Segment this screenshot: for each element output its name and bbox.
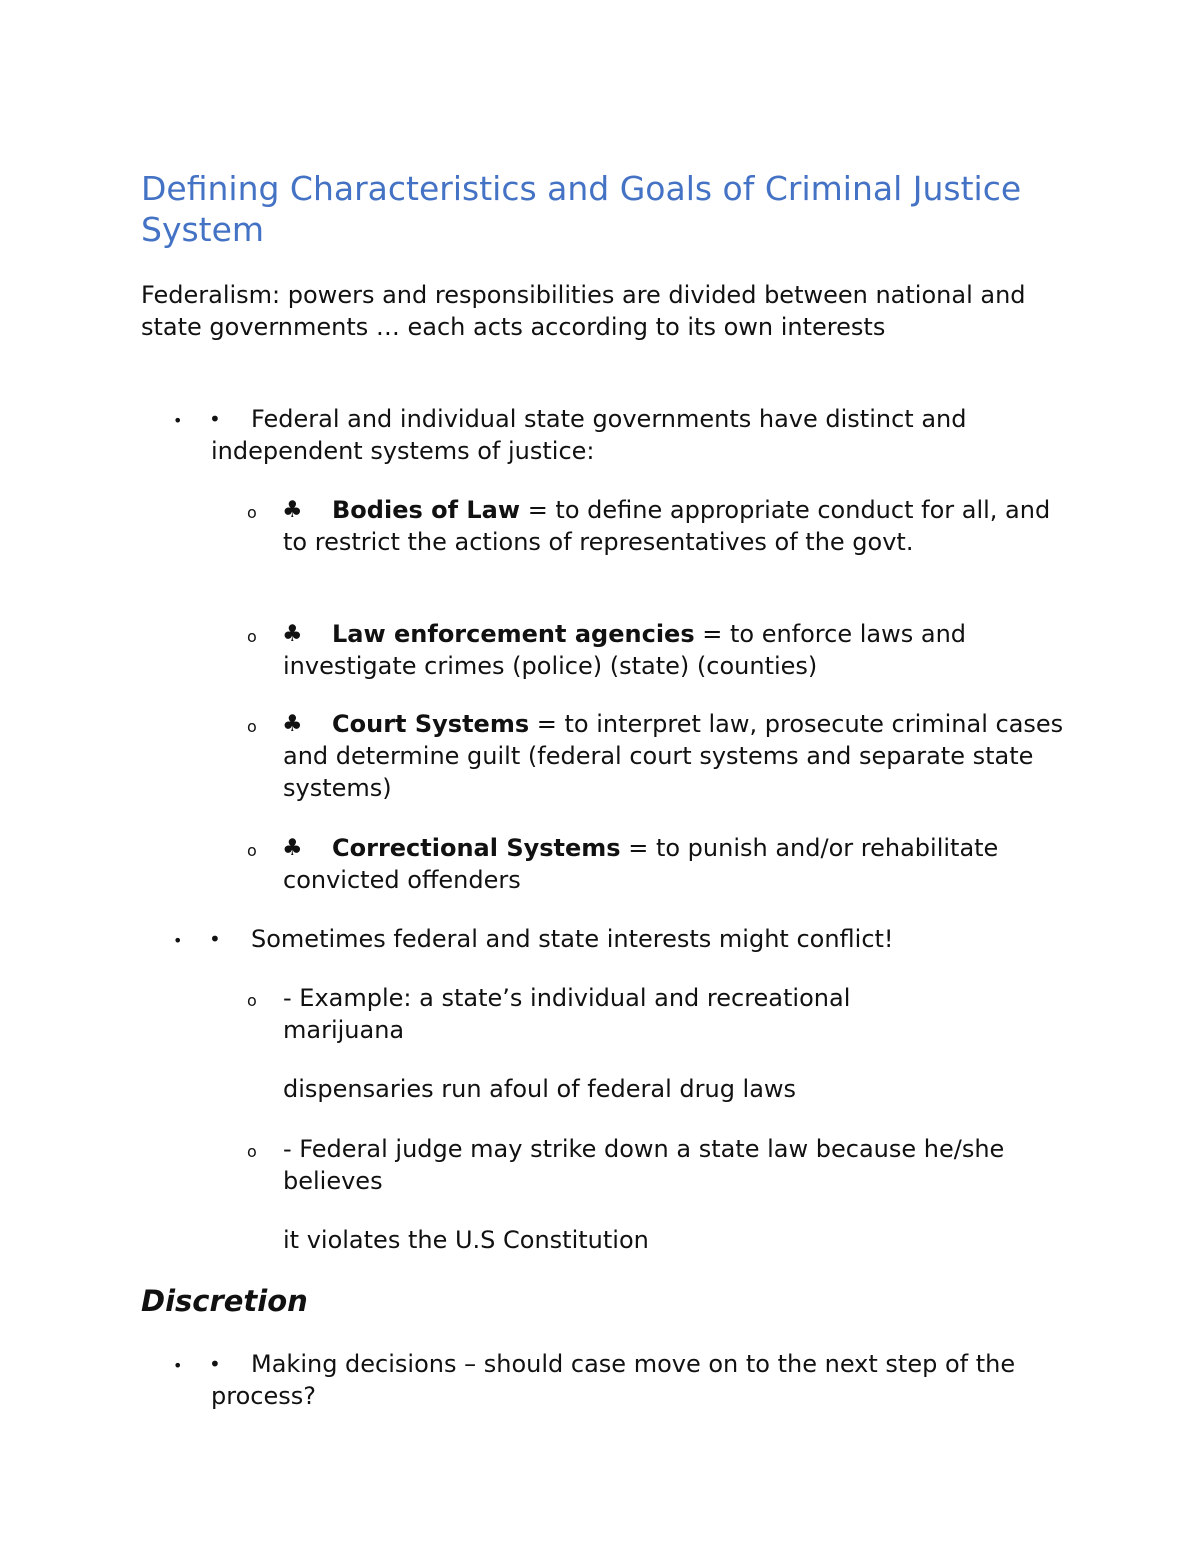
club-suit-icon: ♣ <box>282 621 303 647</box>
circle-o-icon: o <box>247 841 257 860</box>
bullet-icon: • <box>173 1356 183 1375</box>
bullet-icon: • <box>209 927 221 951</box>
list-item-text: Making decisions – should case move on to the next step of the process? <box>211 1350 1016 1410</box>
term-definition: = to interpret law, prosecute criminal cases and determine guilt (federal court systems and separate state systems) <box>283 710 1064 802</box>
term-label: Bodies of Law <box>332 496 521 524</box>
term-label: Law enforcement agencies <box>332 620 695 648</box>
sublist-item-text: - Federal judge may strike down a state law because he/she believes <box>283 1135 1005 1195</box>
sublist-item-text: - Example: a state’s individual and recreational marijuana <box>283 984 851 1044</box>
bullet-icon: • <box>209 407 221 431</box>
continuation-text: dispensaries run afoul of federal drug laws <box>283 1075 797 1103</box>
term-label: Correctional Systems <box>332 834 621 862</box>
term-definition: = to enforce laws and investigate crimes (police) (state) (counties) <box>283 620 967 680</box>
circle-o-icon: o <box>247 717 257 736</box>
bullet-icon: • <box>209 1352 221 1376</box>
circle-o-icon: o <box>247 1142 257 1161</box>
term-definition: = to punish and/or rehabilitate convicted offenders <box>283 834 999 894</box>
term-label: Court Systems <box>332 710 530 738</box>
intro-paragraph: Federalism: powers and responsibilities are divided between national and state governments … each acts according to its own interests <box>141 281 1026 341</box>
circle-o-icon: o <box>247 991 257 1010</box>
list-item-text: Sometimes federal and state interests might conflict! <box>251 925 894 953</box>
circle-o-icon: o <box>247 627 257 646</box>
circle-o-icon: o <box>247 503 257 522</box>
list-item-text: Federal and individual state governments have distinct and independent systems of justice: <box>211 405 967 465</box>
bullet-icon: • <box>173 931 183 950</box>
club-suit-icon: ♣ <box>282 835 303 861</box>
term-definition: = to define appropriate conduct for all, and to restrict the actions of representatives of the govt. <box>283 496 1051 556</box>
section-heading: Discretion <box>141 1284 308 1318</box>
document-title: Defining Characteristics and Goals of Criminal Justice System <box>141 169 1022 249</box>
club-suit-icon: ♣ <box>282 497 303 523</box>
continuation-text: it violates the U.S Constitution <box>283 1226 649 1254</box>
club-suit-icon: ♣ <box>282 711 303 737</box>
bullet-icon: • <box>173 411 183 430</box>
